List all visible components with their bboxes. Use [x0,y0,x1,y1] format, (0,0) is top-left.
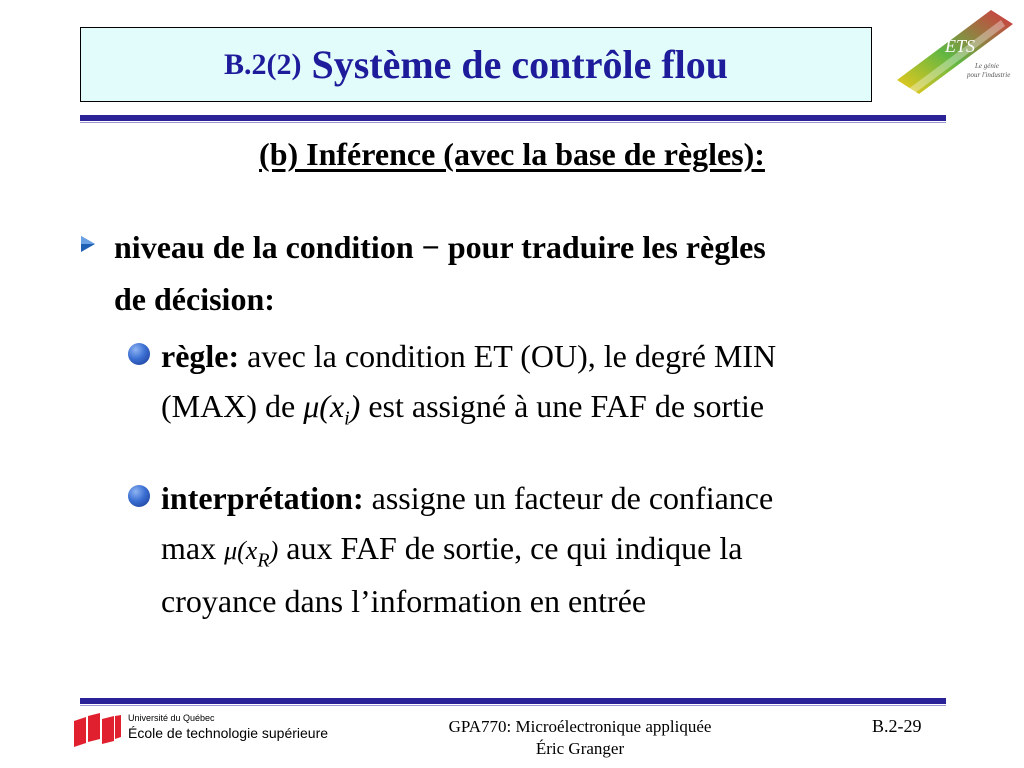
footer-course-info [380,716,780,760]
interp-sub: R [257,549,270,572]
footer-university: Université du Québec [128,713,215,723]
ets-logo [893,6,1019,112]
slide-title-box [80,27,872,102]
main-bullet-text [114,221,994,325]
section-subtitle: (b) Inférence (avec la base de règles): [259,136,765,172]
interp-mu: μ(x [224,536,258,565]
ets-tagline-1: Le génie [975,62,999,70]
uq-logo-icon [74,713,122,749]
rule-sub: i [344,407,350,430]
interp-term: interprétation: [161,480,364,516]
footer-author: Éric Granger [535,739,625,758]
interpretation-bullet-text [161,473,961,626]
interp-mu-close: ) [269,536,279,565]
interp-text-2a: max [161,530,225,566]
rule-mu: μ(x [303,388,345,424]
rule-bullet-text [161,331,961,431]
main-bullet-line-1: niveau de la condition − pour traduire les règles [114,229,766,265]
rule-mu-close: ) [349,388,361,424]
rule-text-1: avec la condition ET (OU), le degré MIN [239,338,777,374]
slide-title: Système de contrôle flou [311,42,729,87]
sphere-bullet-icon [128,343,150,365]
rule-term: règle: [161,338,240,374]
slide-number-prefix: B.2(2) [223,47,302,81]
interp-text-1: assigne un facteur de confiance [363,480,774,516]
rule-text-2a: (MAX) de [161,388,304,424]
interp-text-3: croyance dans l’information en entrée [161,583,647,619]
footer-school: École de technologie supérieure [128,725,329,741]
ets-logo-text: ÉTS [945,36,976,56]
page-number: B.2-29 [872,716,922,736]
header-divider [80,115,946,121]
header-divider-shadow [80,122,946,123]
ets-tagline-2: pour l'industrie [967,71,1011,79]
rule-text-2b: est assigné à une FAF de sortie [360,388,765,424]
triangle-bullet-icon [80,234,96,254]
footer-divider-shadow [80,705,946,706]
footer-course: GPA770: Microélectronique appliquée [448,717,712,736]
main-bullet-line-2: de décision: [114,281,275,317]
footer-divider [80,698,946,704]
interp-text-2b: aux FAF de sortie, ce qui indique la [278,530,743,566]
sphere-bullet-icon [128,485,150,507]
